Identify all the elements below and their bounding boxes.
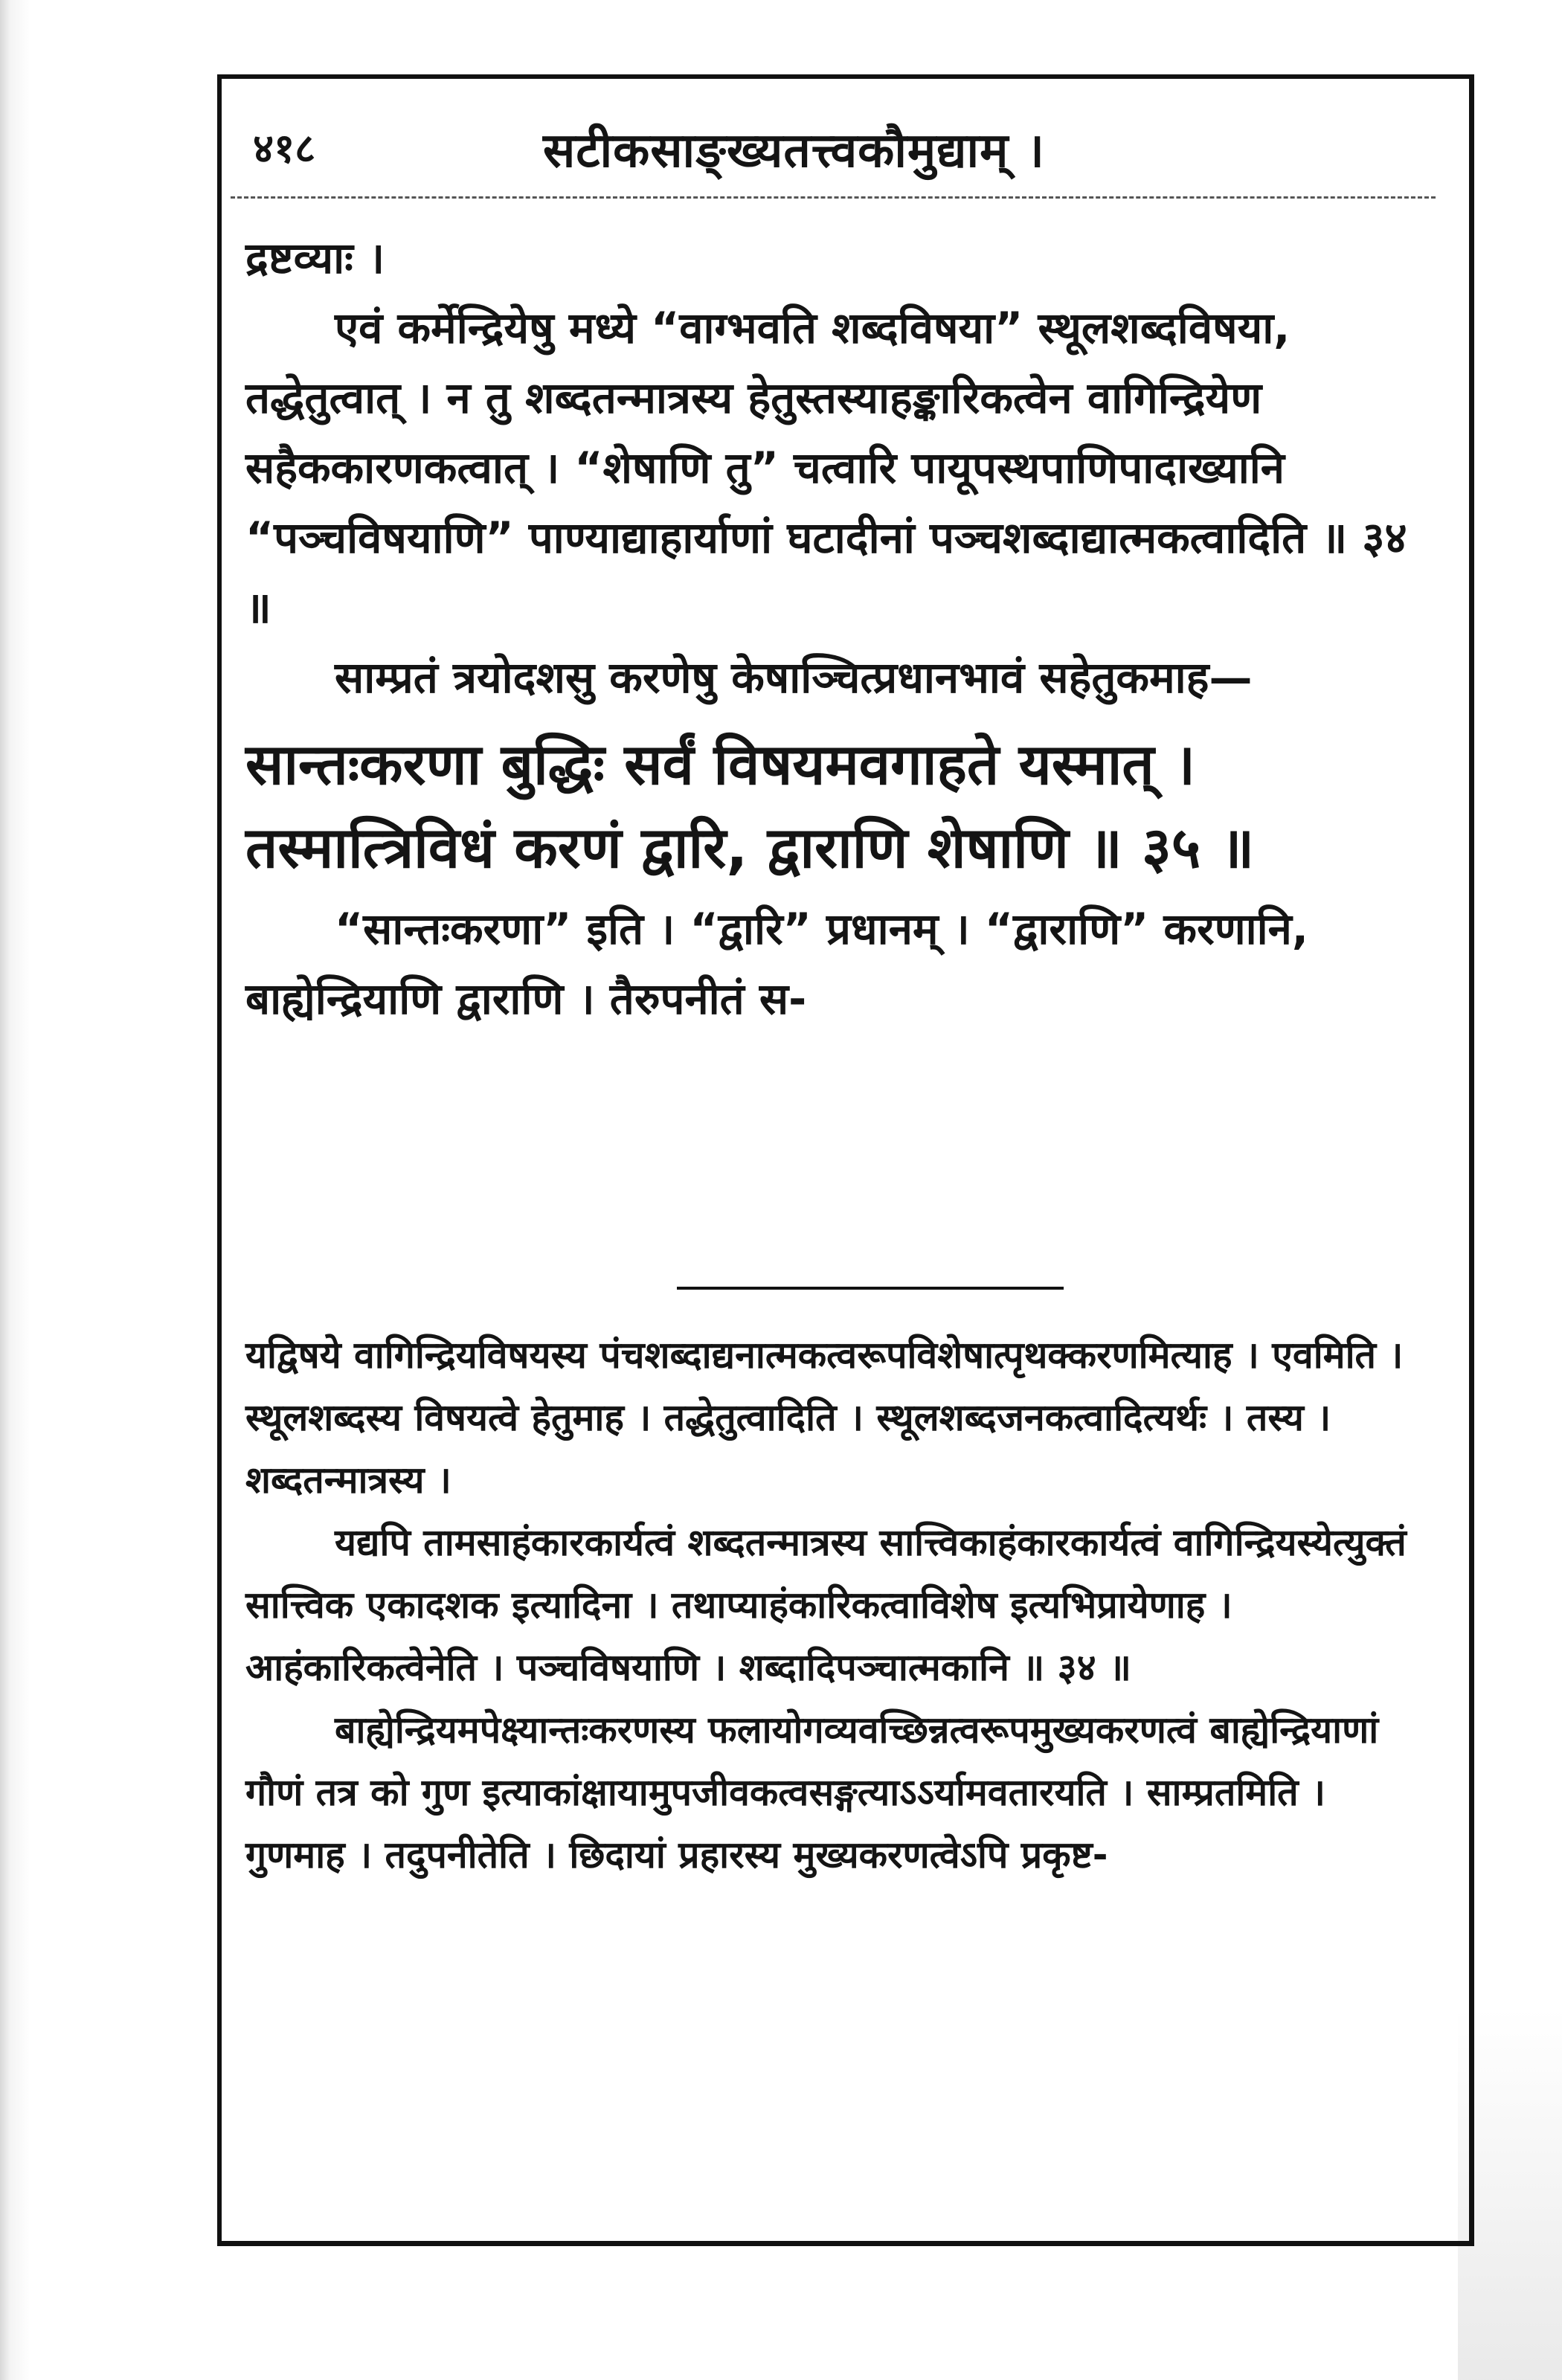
karika-line-2: तस्मात्त्रिविधं करणं द्वारि, द्वाराणि शेषाणि ॥ ३५ ॥ bbox=[245, 814, 1255, 881]
karika-verse bbox=[245, 723, 1436, 890]
main-paragraph-1: द्रष्टव्याः । bbox=[245, 233, 385, 283]
scan-edge-left bbox=[0, 0, 30, 2380]
commentary bbox=[245, 1324, 1436, 1886]
commentary-paragraph-3: बाह्येन्द्रियमपेक्ष्यान्तःकरणस्य फलायोगव्यवच्छिन्नत्वरूपमुख्यकरणत्वं बाह्येन्द्रियाणां गौणं तत्र को गुण इत्याकांक्षायामुपजीवकत्वसङ्गत्याऽऽर्यामवतारयति । साम्प्रतमिति । गुणमाह । तदुपनीतेति । छिदायां प्रहारस्य मुख्यकरणत्वेऽपि प्रकृष्ट- bbox=[245, 1708, 1379, 1876]
commentary-paragraph-2: यद्यपि तामसाहंकारकार्यत्वं शब्दतन्मात्रस्य सात्त्विकाहंकारकार्यत्वं वागिन्द्रियस्येत्युक्तं सात्त्विक एकादशक इत्यादिना । तथाप्याहंकारिकत्वाविशेष इत्यभिप्रायेणाह । आहंकारिकत्वेनेति । पञ्चविषयाणि । शब्दादिपञ्चात्मकानि ॥ ३४ ॥ bbox=[245, 1521, 1407, 1689]
karika-line-1: सान्तःकरणा बुद्धिः सर्वं विषयमवगाहते यस्मात् । bbox=[245, 731, 1196, 797]
text-area bbox=[231, 104, 1450, 2231]
running-title: सटीकसाङ्ख्यतत्त्वकौमुद्याम् । bbox=[543, 123, 1045, 178]
commentary-paragraph-1: यद्विषये वागिन्द्रियविषयस्य पंचशब्दाद्यनात्मकत्वरूपविशेषात्पृथक्करणमित्याह । एवमिति । स्थूलशब्दस्य विषयत्वे हेतुमाह । तद्धेतुत्वादिति । स्थूलशब्दजनकत्वादित्यर्थः । तस्य । शब्दतन्मात्रस्य । bbox=[245, 1334, 1404, 1502]
main-paragraph-3: साम्प्रतं त्रयोदशसु करणेषु केषाञ्चित्प्रधानभावं सहेतुकमाह— bbox=[335, 652, 1253, 703]
main-paragraph-2: एवं कर्मेन्द्रियेषु मध्ये “वाग्भवति शब्दविषया” स्थूलशब्दविषया, तद्धेतुत्वात् । न तु शब्दतन्मात्रस्य हेतुस्तस्याहङ्कारिकत्वेन वागिन्द्रियेण सहैककारणकत्वात् । “शेषाणि तु” चत्वारि पायूपस्थपाणिपादाख्यानि “पञ्चविषयाणि” पाण्याद्याहार्याणां घटादीनां पञ्चशब्दाद्यात्मकत्वादिति ॥ ३४ ॥ bbox=[245, 303, 1407, 633]
main-paragraph-4: “सान्तःकरणा” इति । “द्वारि” प्रधानम् । “द्वाराणि” करणानि, बाह्येन्द्रियाणि द्वाराणि । तैरुपनीतं स- bbox=[245, 904, 1308, 1024]
footnote-divider bbox=[677, 1287, 1064, 1290]
main-text bbox=[245, 223, 1436, 1034]
page-number: ४१८ bbox=[253, 125, 316, 172]
